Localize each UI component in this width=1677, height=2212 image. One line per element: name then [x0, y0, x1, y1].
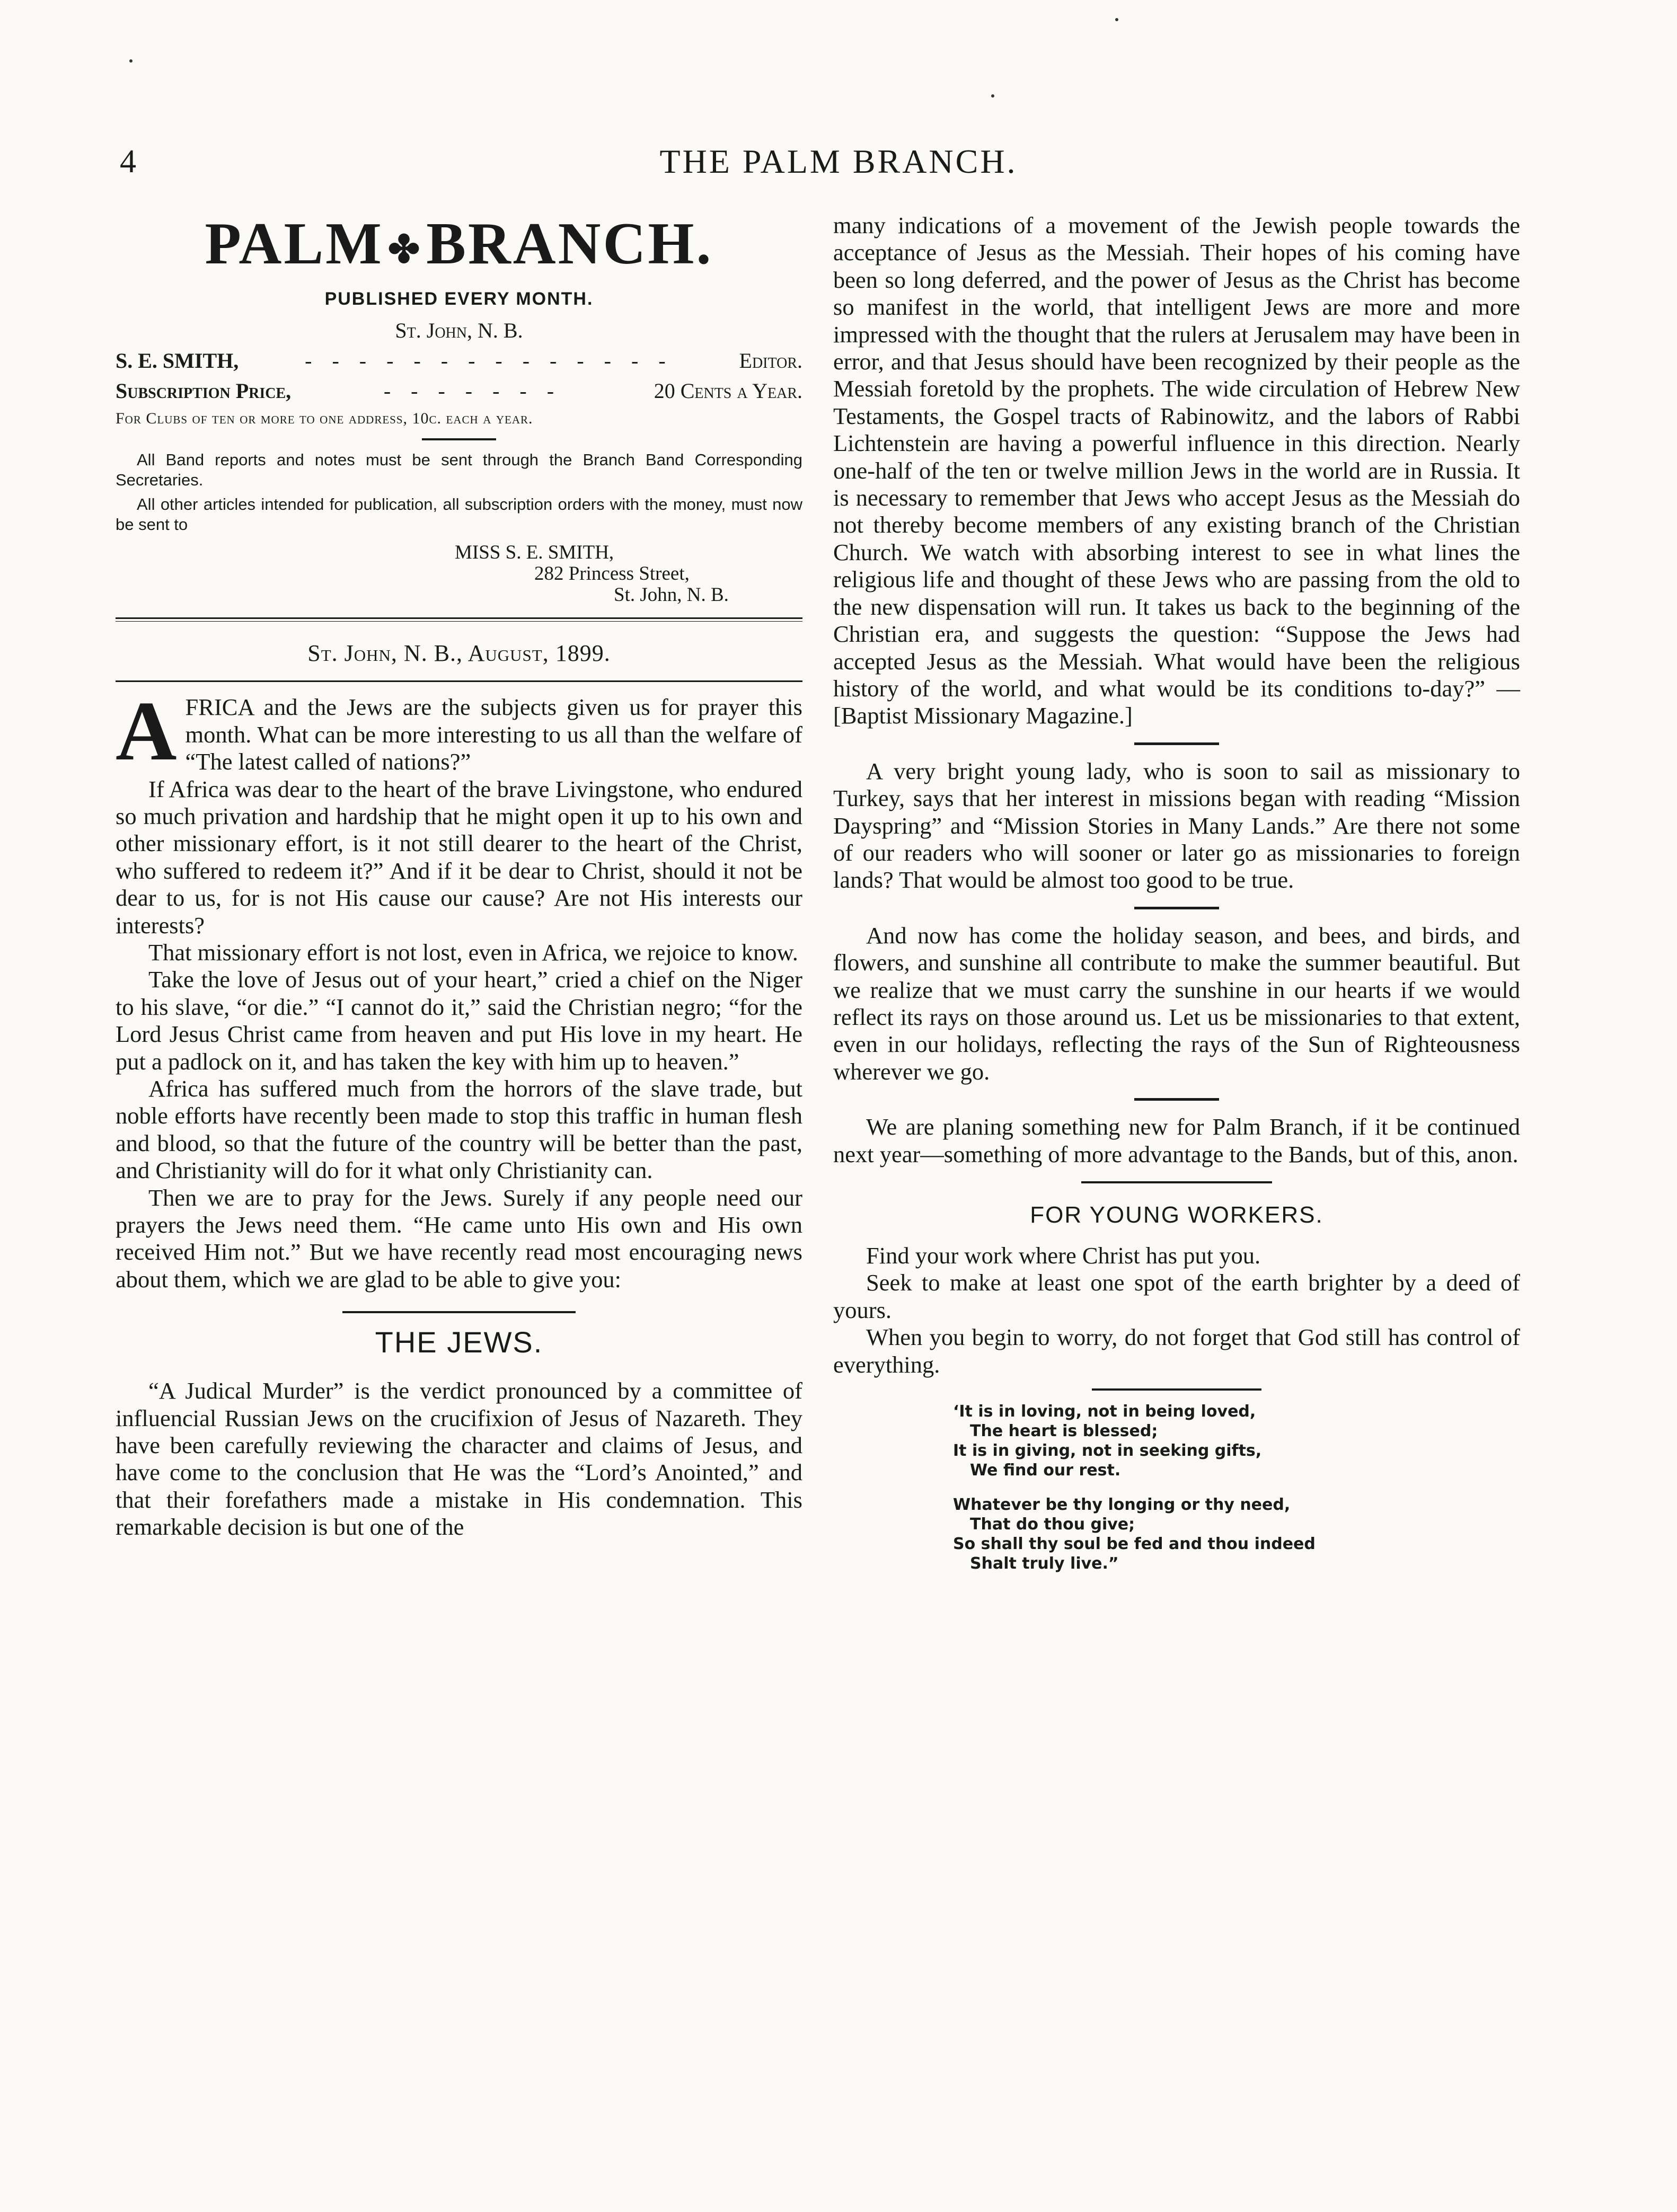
price-line	[116, 378, 802, 403]
publication-frequency: PUBLISHED EVERY MONTH.	[324, 289, 594, 309]
masthead-title	[116, 212, 802, 281]
ornamental-rule	[833, 1178, 1520, 1187]
paragraph-worry: When you begin to worry, do not forget that God still has control of everything.	[833, 1324, 1520, 1378]
address-street: 282 Princess Street,	[534, 563, 690, 585]
section-heading-young-workers: FOR YOUNG WORKERS.	[1030, 1202, 1323, 1228]
mailing-address	[116, 542, 802, 606]
poem-line: Whatever be thy longing or thy need,	[953, 1496, 1291, 1515]
scan-speck	[1115, 18, 1118, 21]
poem	[953, 1402, 1520, 1573]
address-name: MISS S. E. SMITH,	[455, 542, 614, 564]
editor-name: S. E. SMITH,	[116, 349, 239, 373]
editor-leader-dots: - - - - - - - - - - - - - -	[305, 349, 673, 373]
poem-stanza	[953, 1495, 1520, 1573]
dateline-rule	[116, 680, 802, 682]
paragraph-missionary-effort: That missionary effort is not lost, even in Africa, we rejoice to know.	[148, 939, 798, 966]
paragraph-niger-chief: Take the love of Jesus out of your heart,” cried a chief on the Niger to his slave, “or die.” “I cannot do it,” said the Christian negro; “for the Lord Jesus Christ came from heaven and put His love in my heart. He put a padlock on it, and has taken the key with him up to heaven.”	[116, 966, 802, 1075]
address-city: St. John, N. B.	[614, 584, 729, 606]
paragraph-holiday: And now has come the holiday season, and bees, and birds, and flowers, and sunshine all contribute to make the summer beautiful. But we realize that we must carry the sunshine in our hearts if we would reflect its rays on those around us. Let us be missionaries to that extent, even in our holidays, reflecting the rays of the Sun of Righteousness wherever we go.	[833, 922, 1520, 1085]
paragraph-judicial-murder: “A Judical Murder” is the verdict pronounced by a committee of influencial Russian Jews on the crucifixion of Jesus of Nazareth. They have been carefully reviewing the character and claims of Jesus, and have come to the conclusion that He was the “Lord’s Anointed,” and that their forefathers made a mistake in His condemnation. This remarkable decision is but one of the	[116, 1377, 802, 1541]
short-rule	[1134, 742, 1219, 745]
paragraph-jews-continued: many indications of a movement of the Jewish people towards the acceptance of Jesus as the Messiah. Their hopes of his coming have been so long deferred, and the power of Jesus as the Christ has become so manifest in the world, that intelligent Jews are more and more impressed with the thought that the rulers at Jerusalem may have been in error, and that Jesus should have been recognized by their people as the Messiah foretold by the prophets. The wide circulation of Hebrew New Testaments, the Gospel tracts of Rabinowitz, and the labors of Rabbi Lichtenstein are having a powerful influence in this direction. Nearly one-half of the ten or twelve million Jews in the world are in Russia. It is necessary to remember that Jews who accept Jesus as the Messiah do not thereby become members of any existing branch of the Christian Church. We watch with absorbing interest to see in what lines the religious life and thought of these Jews who are passing from the old to the new dispensation will run. It takes us back to the beginning of the Christian era, and suggests the question: “Suppose the Jews had accepted Jesus as the Messiah. What would have been the religious history of the world, and what would be its conditions to-day?” —[Baptist Missionary Magazine.]	[833, 212, 1520, 729]
poem-line: Shalt truly live.”	[970, 1554, 1119, 1573]
price-value: 20 Cents a Year.	[654, 379, 802, 403]
poem-line: So shall thy soul be fed and thou indeed	[953, 1535, 1316, 1554]
poem-line: That do thou give;	[970, 1515, 1135, 1534]
paragraph-pray-for-jews: Then we are to pray for the Jews. Surely if any people need our prayers the Jews need them. “He came unto His own and His own received Him not.” But we have recently read most encouraging news about them, which we are glad to be able to give you:	[116, 1184, 802, 1293]
right-column	[833, 212, 1520, 1588]
poem-line: It is in giving, not in seeking gifts,	[953, 1441, 1262, 1461]
ornamental-rule	[116, 434, 802, 444]
running-title: THE PALM BRANCH.	[659, 143, 1018, 180]
club-rate: For Clubs of ten or more to one address, 10c. each a year.	[116, 410, 533, 428]
intro-paragraph	[116, 684, 802, 778]
poem-stanza	[953, 1402, 1520, 1480]
masthead-title-right: BRANCH.	[426, 211, 713, 277]
short-rule	[1134, 1098, 1219, 1101]
page-number: 4	[120, 144, 136, 180]
scan-speck	[991, 94, 994, 98]
price-label: Subscription Price,	[116, 379, 292, 403]
dateline: St. John, N. B., August, 1899.	[307, 640, 611, 667]
poem-line: ‘It is in loving, not in being loved,	[953, 1402, 1256, 1421]
masthead-title-left: PALM	[205, 211, 384, 277]
ornamental-rule	[833, 1385, 1520, 1394]
price-leader-dots: - - - - - - -	[383, 379, 562, 403]
poem-line: The heart is blessed;	[970, 1422, 1158, 1441]
short-rule	[1134, 907, 1219, 909]
section-heading-jews: THE JEWS.	[375, 1325, 543, 1359]
intro-text: FRICA and the Jews are the subjects given us for prayer this month. What can be more interesting to us all than the welfare of “The latest called of nations?”	[185, 694, 802, 775]
editor-label: Editor.	[739, 349, 802, 373]
notice-band-reports: All Band reports and notes must be sent through the Branch Band Corresponding Secretaries.	[116, 450, 802, 490]
drop-cap: A	[116, 684, 177, 778]
paragraph-planning: We are planing something new for Palm Branch, if it be continued next year—something of more advantage to the Bands, but of this, anon.	[833, 1113, 1520, 1167]
poem-line: We find our rest.	[970, 1461, 1121, 1480]
ornament-icon: ✤	[387, 228, 422, 271]
paragraph-livingstone: If Africa was dear to the heart of the brave Livingstone, who endured so much privation and hardship that he might open it up to his own and other missionary effort, is it not still dearer to the heart of the Christ, who suffered to redeem it?” And if it be dear to Christ, should it not be dear to us, for is not His cause our cause? Are not His interests our interests?	[116, 775, 802, 939]
paragraph-find-work: Find your work where Christ has put you.	[866, 1242, 1261, 1269]
left-column	[116, 212, 802, 1541]
publication-city: St. John, N. B.	[395, 318, 523, 343]
paragraph-slave-trade: Africa has suffered much from the horrors of the slave trade, but noble efforts have recently been made to stop this traffic in human flesh and blood, so that the future of the country will be better than the past, and Christianity will do for it what only Christianity can.	[116, 1075, 802, 1184]
masthead-rule	[116, 617, 802, 622]
notice-articles: All other articles intended for publication, all subscription orders with the money, must now be sent to	[116, 495, 802, 534]
paragraph-seek: Seek to make at least one spot of the earth brighter by a deed of yours.	[833, 1269, 1520, 1323]
editor-line	[116, 348, 802, 373]
paragraph-young-lady: A very bright young lady, who is soon to sail as missionary to Turkey, says that her interest in missions began with reading “Mission Dayspring” and “Mission Stories in Many Lands.” Are there not some of our readers who will sooner or later go as missionaries to foreign lands? That would be almost too good to be true.	[833, 757, 1520, 893]
scan-speck	[129, 59, 133, 63]
ornamental-rule	[116, 1307, 802, 1316]
